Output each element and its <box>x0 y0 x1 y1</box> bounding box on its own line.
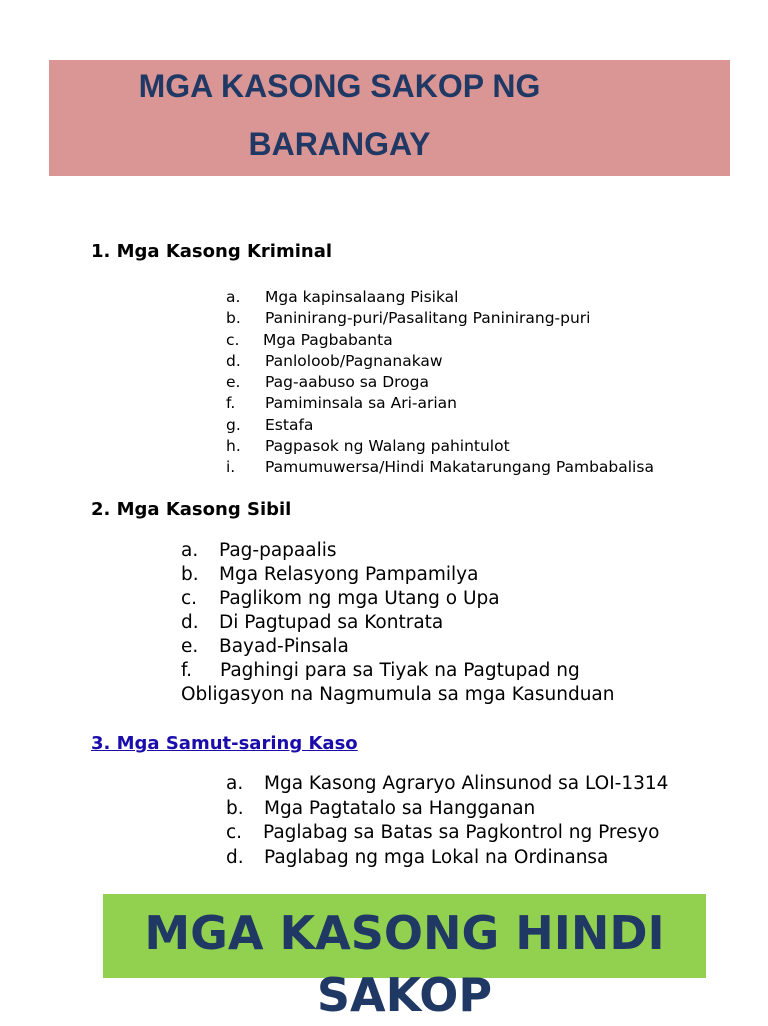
bottom-banner-title <box>103 902 706 1026</box>
list-item: a. Mga Kasong Agraryo Alinsunod sa LOI-1314 <box>226 773 669 794</box>
bottom-banner-line-2: SAKOP <box>316 968 493 1022</box>
list-item: Obligasyon na Nagmumula sa mga Kasunduan <box>181 684 615 705</box>
bottom-banner <box>103 894 706 1022</box>
list-item: b. Paninirang-puri/Pasalitang Paninirang-puri <box>226 309 591 328</box>
list-item: h. Pagpasok ng Walang pahintulot <box>226 437 510 456</box>
list-item: e. Pag-aabuso sa Droga <box>226 373 430 392</box>
civil-cases-list <box>181 539 615 707</box>
section-heading-criminal: 1. Mga Kasong Kriminal <box>91 241 333 262</box>
criminal-cases-list <box>226 287 654 479</box>
section-heading-misc-link[interactable]: 3. Mga Samut-saring Kaso <box>91 733 358 754</box>
title-banner <box>49 60 730 176</box>
list-item: c. Paglikom ng mga Utang o Upa <box>181 588 500 609</box>
list-item: c. Mga Pagbabanta <box>226 330 393 349</box>
list-item: d. Panloloob/Pagnanakaw <box>226 351 443 370</box>
list-item: b. Mga Relasyong Pampamilya <box>181 564 479 585</box>
list-item: e. Bayad-Pinsala <box>181 636 349 657</box>
list-item: b. Mga Pagtatalo sa Hangganan <box>226 797 536 819</box>
list-item: f. Paghingi para sa Tiyak na Pagtupad ng <box>181 660 580 681</box>
list-item: a. Pag-papaalis <box>181 540 337 561</box>
list-item: i. Pamumuwersa/Hindi Makatarungang Pambabalisa <box>226 458 654 477</box>
misc-cases-list <box>226 772 668 870</box>
list-item: d. Di Pagtupad sa Kontrata <box>181 612 444 633</box>
list-item: c. Paglabag sa Batas sa Pagkontrol ng Presyo <box>226 822 660 843</box>
bottom-banner-line-1: MGA KASONG HINDI <box>144 906 665 960</box>
section-heading-civil: 2. Mga Kasong Sibil <box>91 499 292 520</box>
page-title-line-1: MGA KASONG SAKOP NG <box>138 68 541 104</box>
list-item: a. Mga kapinsalaang Pisikal <box>226 288 459 306</box>
list-item: f. Pamiminsala sa Ari-arian <box>226 394 457 413</box>
list-item: d. Paglabag ng mga Lokal na Ordinansa <box>226 846 609 868</box>
page-title-line-2: BARANGAY <box>248 126 431 162</box>
list-item: g. Estafa <box>226 415 314 434</box>
